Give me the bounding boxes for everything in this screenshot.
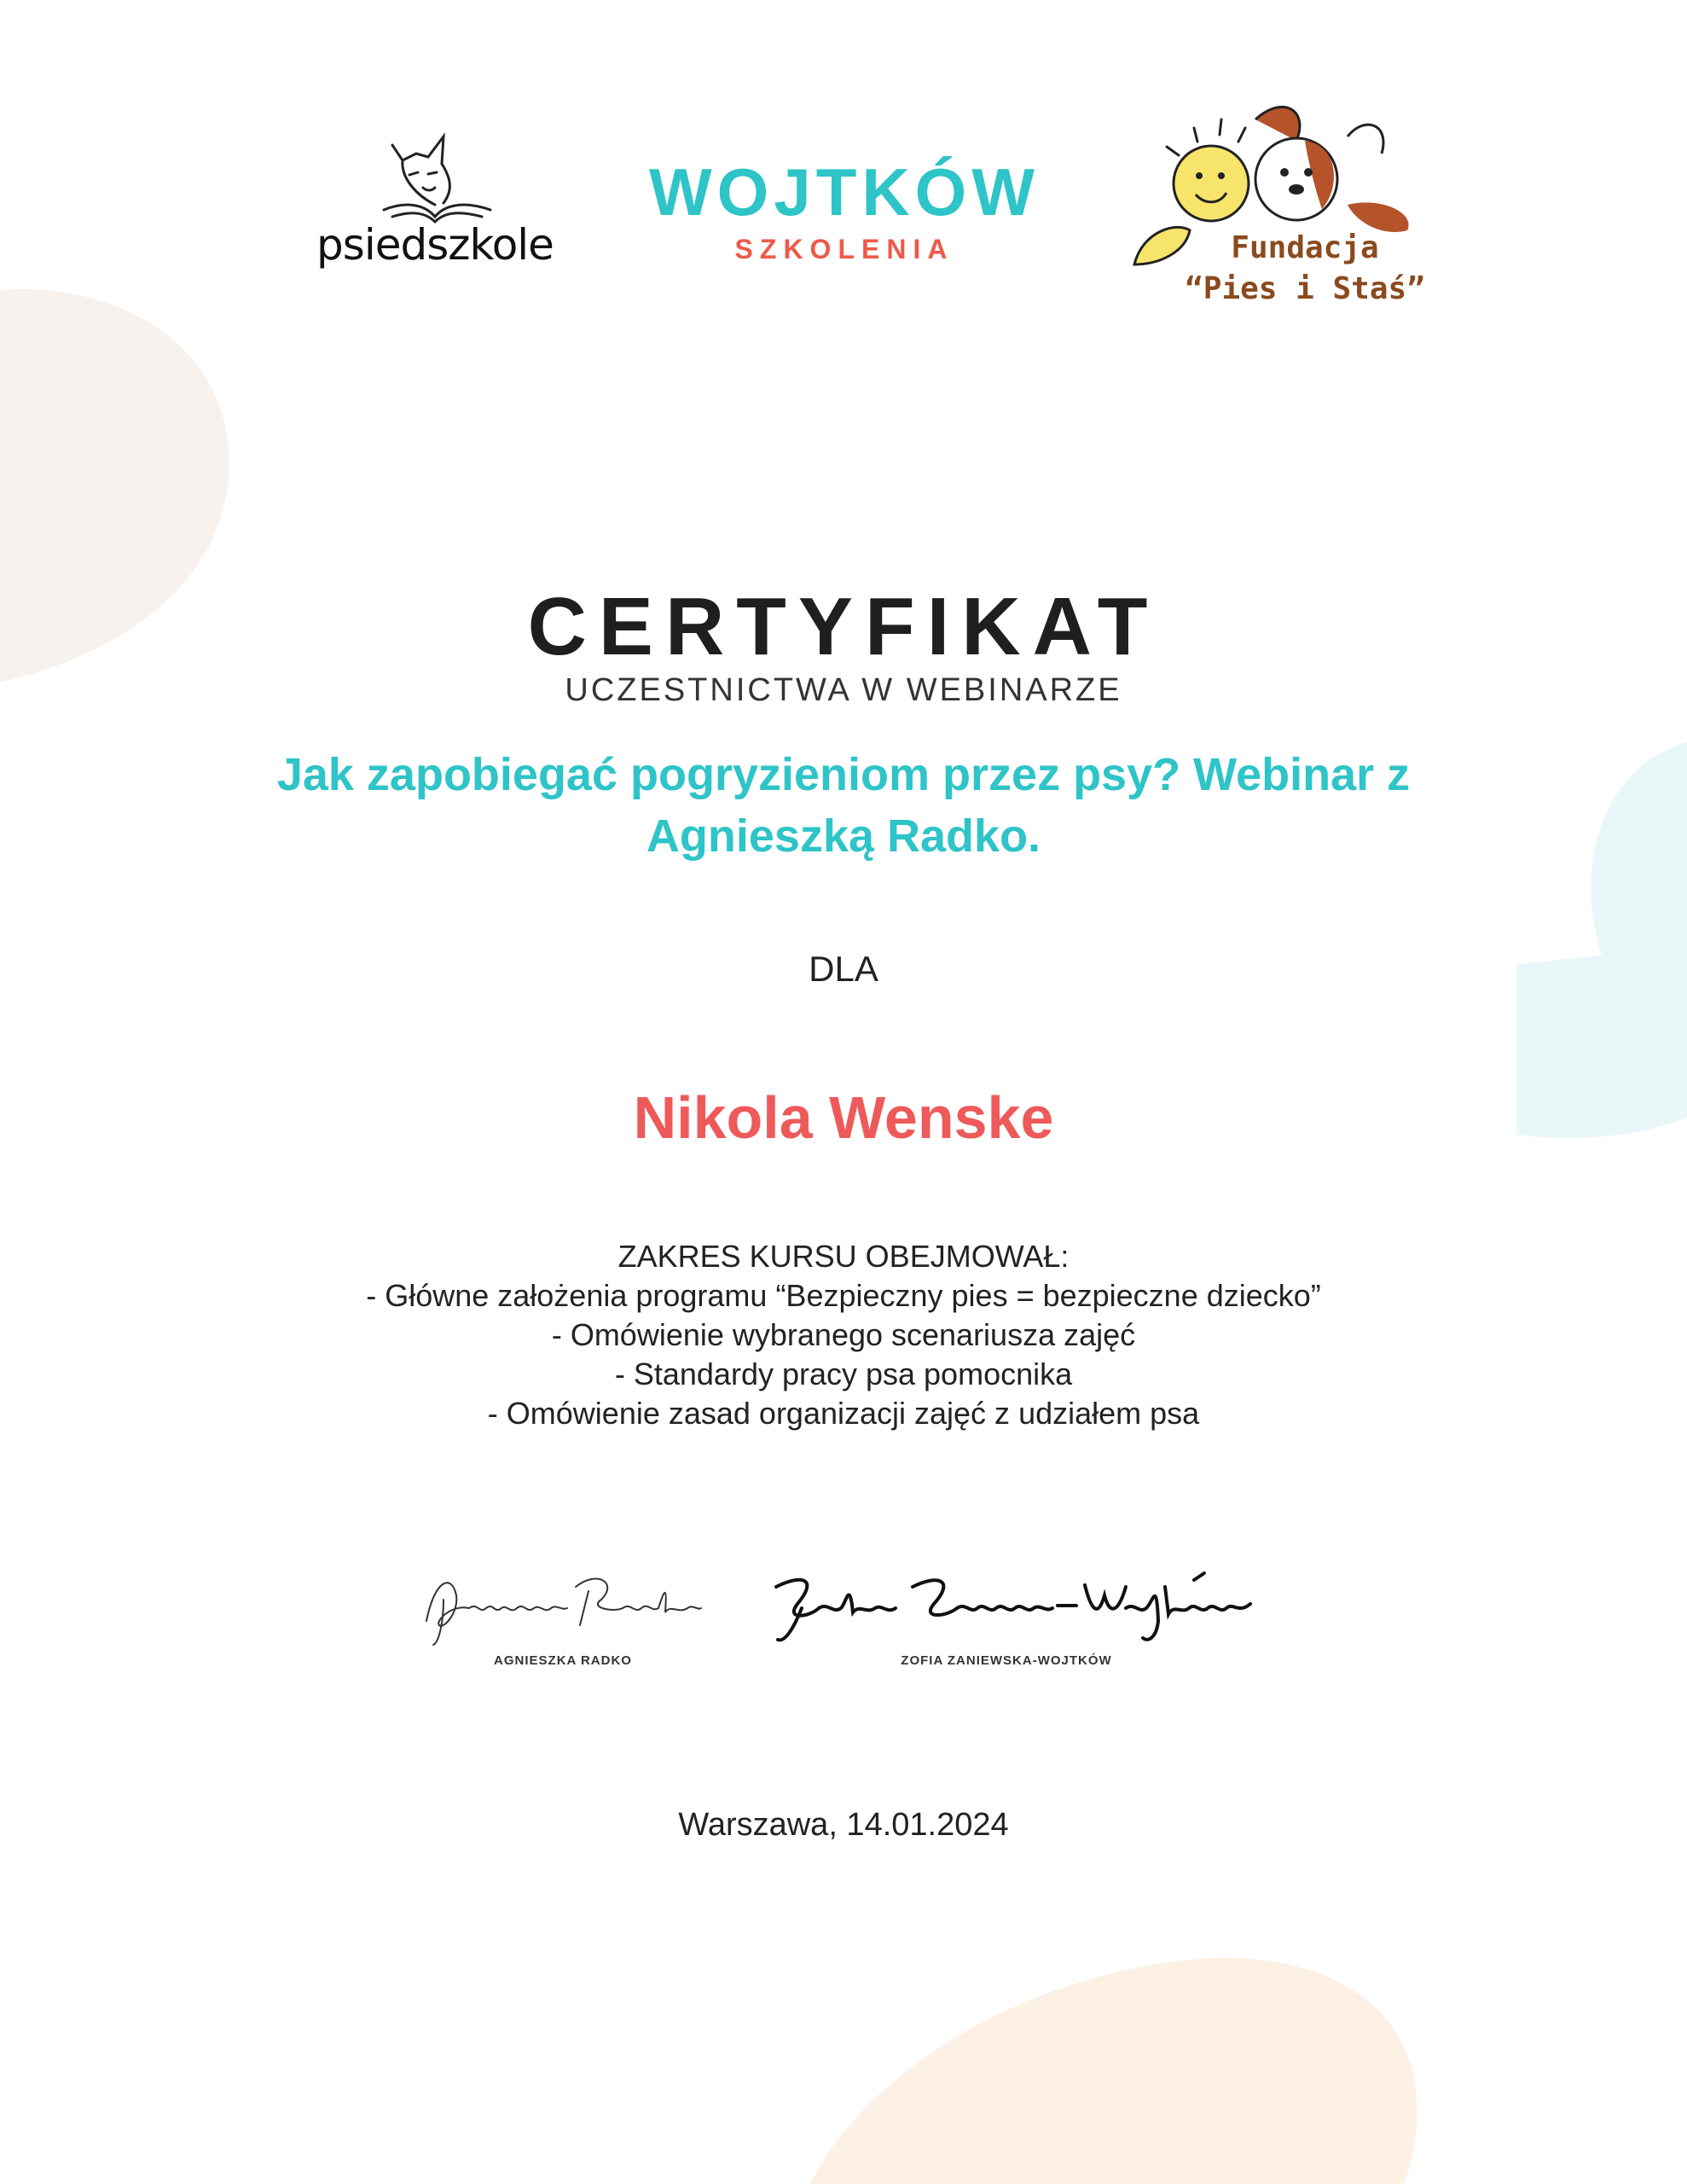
webinar-title xyxy=(171,744,1516,867)
wojtkow-szkolenia-logo xyxy=(631,154,1058,273)
psiedszkole-wordmark: psiedszkole xyxy=(316,220,554,270)
dog-reading-book-icon xyxy=(307,128,563,230)
certificate-title: CERTYFIKAT xyxy=(527,581,1160,672)
wojtkow-wordmark: WOJTKÓW xyxy=(649,154,1040,229)
for-label: DLA xyxy=(809,949,878,989)
certificate-subtitle: UCZESTNICTWA W WEBINARZE xyxy=(565,672,1122,708)
place-and-date: Warszawa, 14.01.2024 xyxy=(678,1807,1009,1843)
course-scope xyxy=(0,1237,1687,1433)
fundacja-pies-i-stas-logo xyxy=(1126,94,1450,324)
fundacja-line2: “Pies i Staś” xyxy=(1185,271,1425,306)
scope-item: - Standardy pracy psa pomocnika xyxy=(614,1356,1073,1391)
peach-blob-decoration xyxy=(810,1954,1424,2184)
handwritten-signature-icon xyxy=(768,1561,1262,1647)
psiedszkole-logo xyxy=(307,128,563,290)
scope-item: - Główne założenia programu “Bezpieczny pies = bezpieczne dziecko” xyxy=(366,1278,1321,1313)
signature-agnieszka-radko xyxy=(418,1561,708,1672)
recipient-name: Nikola Wenske xyxy=(633,1084,1054,1151)
scope-item: - Omówienie zasad organizacji zajęć z udziałem psa xyxy=(487,1396,1200,1431)
fundacja-line1: Fundacja xyxy=(1231,230,1379,265)
course-scope-heading: ZAKRES KURSU OBEJMOWAŁ: xyxy=(617,1239,1070,1274)
webinar-title-line1: Jak zapobiegać pogryzieniom przez psy? Webinar z xyxy=(276,749,1411,800)
signature-name-agnieszka-radko: AGNIESZKA RADKO xyxy=(494,1653,632,1668)
signature-name-zofia-zaniewska-wojtkow: ZOFIA ZANIEWSKA-WOJTKÓW xyxy=(901,1653,1112,1668)
webinar-title-line2: Agnieszką Radko. xyxy=(646,810,1041,862)
signature-zofia-zaniewska-wojtkow xyxy=(768,1561,1262,1672)
handwritten-signature-icon xyxy=(418,1561,708,1647)
scope-item: - Omówienie wybranego scenariusza zajęć xyxy=(551,1317,1136,1352)
szkolenia-wordmark: SZKOLENIA xyxy=(734,234,954,264)
